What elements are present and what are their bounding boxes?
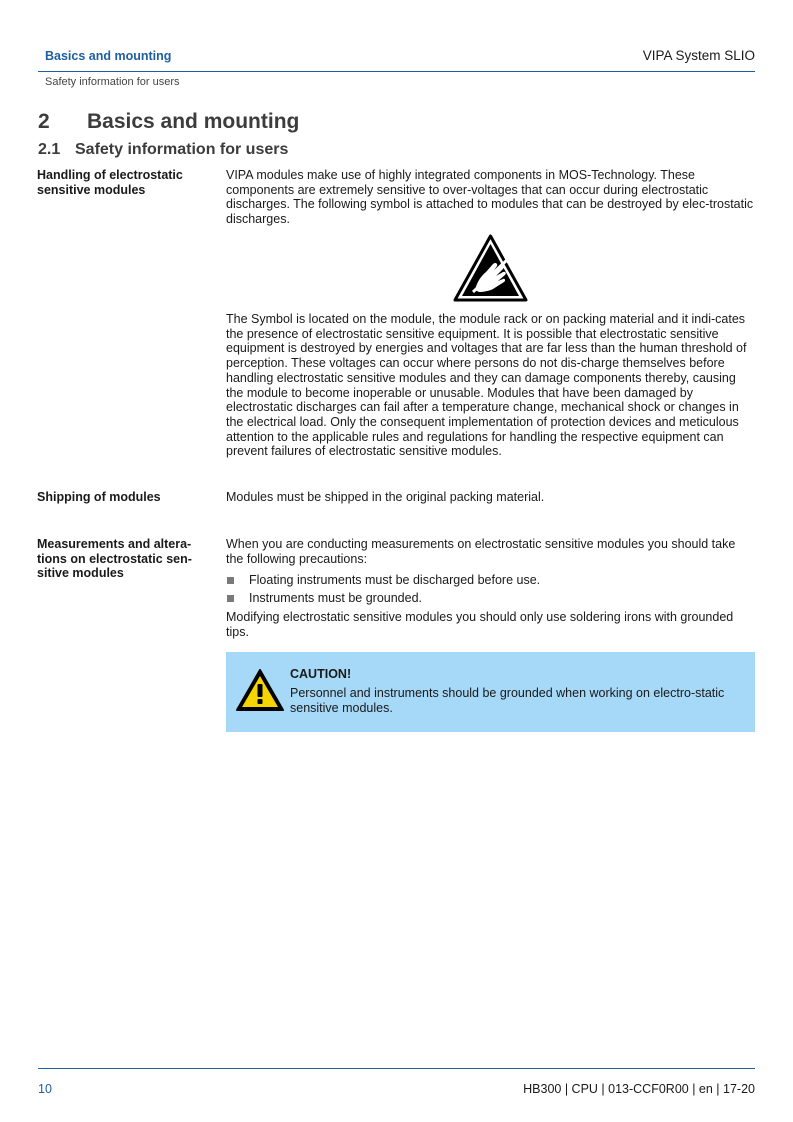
esd-handling-explanation bbox=[226, 312, 756, 459]
esd-handling-intro bbox=[226, 168, 756, 227]
header-section-title: Basics and mounting bbox=[45, 49, 172, 63]
esd-handling-explanation-text: The Symbol is located on the module, the module rack or on packing material and it indi-cates the presence of electrostatic sensitive equipment. It is possible that electrostatic sensitive equipment is destroyed by energies and voltages that are far less than the human threshold of perception. These voltages can occur where persons do not dis-charge themselves before handling electrostatic sensitive modules and they can damage components thereby, causing the module to become inoperable or unusable. Modules that have been damaged by electrostatic discharges can fail after a temperature change, mechanical shock or changes in the electrical load. Only the consequent implementation of protection devices and meticulous attention to the applicable rules and regulations for handling the respective equipment can prevent failures of electrostatic sensitive modules. bbox=[226, 312, 747, 459]
bullet-square-icon bbox=[227, 595, 234, 602]
caution-text: Personnel and instruments should be grounded when working on electro-static sensitive modules. bbox=[290, 686, 725, 715]
header-divider bbox=[38, 71, 755, 72]
shipping-text: Modules must be shipped in the original packing material. bbox=[226, 490, 545, 504]
precautions-list bbox=[226, 573, 756, 605]
chapter-number: 2 bbox=[38, 110, 50, 133]
list-item-text: Instruments must be grounded. bbox=[249, 590, 423, 605]
esd-handling-intro-text: VIPA modules make use of highly integrated components in MOS-Technology. These components are extremely sensitive to over-voltages that can occur during electrostatic discharges. The following symbol is attached to modules that can be destroyed by elec-trostatic discharges. bbox=[226, 168, 754, 227]
measurements-label: Measurements and altera-tions on electrostatic sen-sitive modules bbox=[37, 537, 192, 580]
section-title: Safety information for users bbox=[75, 141, 289, 158]
section-heading bbox=[38, 141, 288, 159]
measurements-body bbox=[226, 537, 756, 640]
esd-warning-icon bbox=[453, 234, 528, 302]
page-number: 10 bbox=[38, 1082, 52, 1096]
bullet-square-icon bbox=[227, 577, 234, 584]
chapter-heading bbox=[38, 110, 299, 134]
list-item-text: Floating instruments must be discharged before use. bbox=[249, 573, 541, 588]
measurements-note: Modifying electrostatic sensitive modules you should only use soldering irons with grounded tips. bbox=[226, 610, 734, 640]
list-item bbox=[226, 573, 756, 588]
measurements-intro: When you are conducting measurements on electrostatic sensitive modules you should take the following precautions: bbox=[226, 537, 736, 566]
section-number: 2.1 bbox=[38, 141, 61, 158]
header-subsection: Safety information for users bbox=[45, 76, 180, 88]
esd-handling-label: Handling of electrostatic sensitive modules bbox=[37, 168, 183, 197]
header-product-name: VIPA System SLIO bbox=[642, 48, 755, 63]
footer-divider bbox=[38, 1068, 755, 1069]
shipping-label: Shipping of modules bbox=[37, 490, 161, 504]
warning-triangle-icon bbox=[235, 668, 285, 712]
caution-title: CAUTION! bbox=[290, 667, 352, 681]
chapter-title: Basics and mounting bbox=[87, 110, 300, 133]
footer-doc-id: HB300 | CPU | 013-CCF0R00 | en | 17-20 bbox=[523, 1082, 755, 1096]
caution-box bbox=[226, 652, 755, 732]
list-item bbox=[226, 591, 756, 606]
